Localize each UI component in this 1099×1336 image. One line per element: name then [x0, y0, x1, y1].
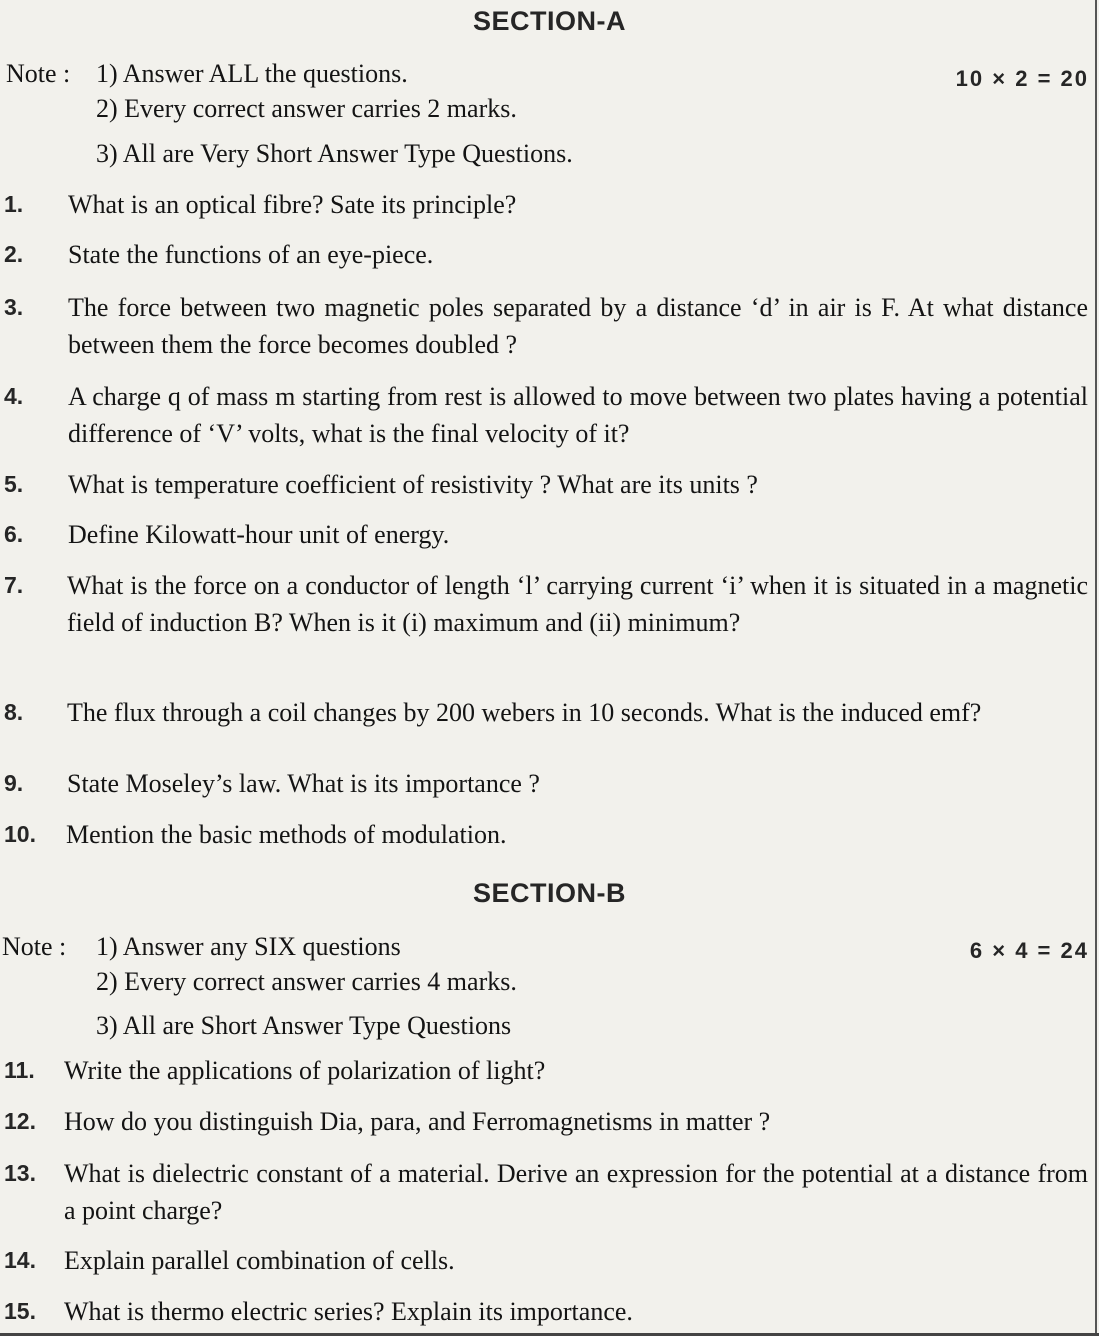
- question-text: What is an optical fibre? Sate its principle?: [68, 190, 517, 219]
- question-number: 9.: [4, 770, 24, 796]
- question-text: State Moseley’s law. What is its importance ?: [67, 769, 540, 798]
- section-b-title: SECTION-B: [473, 878, 626, 908]
- question-text: State the functions of an eye-piece.: [68, 240, 434, 269]
- section-b-marks: 6 × 4 = 24: [969, 938, 1089, 963]
- question-number: 6.: [4, 521, 24, 547]
- question-number: 12.: [4, 1108, 36, 1134]
- question-number: 14.: [4, 1247, 36, 1273]
- question-number: 13.: [4, 1160, 36, 1186]
- question-text: Write the applications of polarization of light?: [64, 1056, 546, 1085]
- page-border-right: [1095, 0, 1097, 1336]
- section-a-title: SECTION-A: [473, 6, 626, 36]
- question-text: A charge q of mass m starting from rest is allowed to move between two plates having a potential difference of ‘V’ volts, what is the final velocity of it?: [68, 382, 1088, 448]
- question-number: 8.: [4, 699, 24, 725]
- question-text: Mention the basic methods of modulation.: [66, 820, 507, 849]
- section-b-note-label: Note :: [2, 932, 67, 961]
- section-a-note-3: 3) All are Very Short Answer Type Questions.: [96, 139, 573, 168]
- question-number: 4.: [4, 383, 24, 409]
- question-number: 5.: [4, 471, 24, 497]
- question-number: 15.: [4, 1298, 36, 1324]
- section-a-note-2: 2) Every correct answer carries 2 marks.: [96, 94, 517, 123]
- section-a-note-label: Note :: [6, 59, 71, 88]
- section-b-note-1: 1) Answer any SIX questions: [96, 932, 401, 961]
- question-text: What is dielectric constant of a material. Derive an expression for the potential at a distance from a point charge?: [64, 1159, 1088, 1225]
- section-a-marks: 10 × 2 = 20: [955, 66, 1089, 91]
- question-text: Define Kilowatt-hour unit of energy.: [68, 520, 450, 549]
- question-number: 10.: [4, 821, 36, 847]
- question-number: 11.: [4, 1057, 35, 1083]
- question-number: 7.: [4, 572, 24, 598]
- question-number: 3.: [4, 294, 24, 320]
- question-number: 1.: [4, 191, 24, 217]
- question-number: 2.: [4, 241, 24, 267]
- question-text: What is temperature coefficient of resistivity ? What are its units ?: [68, 470, 758, 499]
- section-a-note-1: 1) Answer ALL the questions.: [96, 59, 408, 88]
- question-text: How do you distinguish Dia, para, and Ferromagnetisms in matter ?: [64, 1107, 771, 1136]
- question-text: The force between two magnetic poles separated by a distance ‘d’ in air is F. At what distance between them the force becomes doubled ?: [68, 293, 1088, 359]
- section-b-note-2: 2) Every correct answer carries 4 marks.: [96, 967, 517, 996]
- question-text: What is thermo electric series? Explain its importance.: [64, 1297, 633, 1326]
- question-text: Explain parallel combination of cells.: [64, 1246, 455, 1275]
- section-b-note-3: 3) All are Short Answer Type Questions: [96, 1011, 512, 1040]
- question-text: What is the force on a conductor of length ‘l’ carrying current ‘i’ when it is situated in a magnetic field of induction B? When is it (i) maximum and (ii) minimum?: [67, 571, 1088, 637]
- question-text: The flux through a coil changes by 200 webers in 10 seconds. What is the induced emf?: [67, 698, 982, 727]
